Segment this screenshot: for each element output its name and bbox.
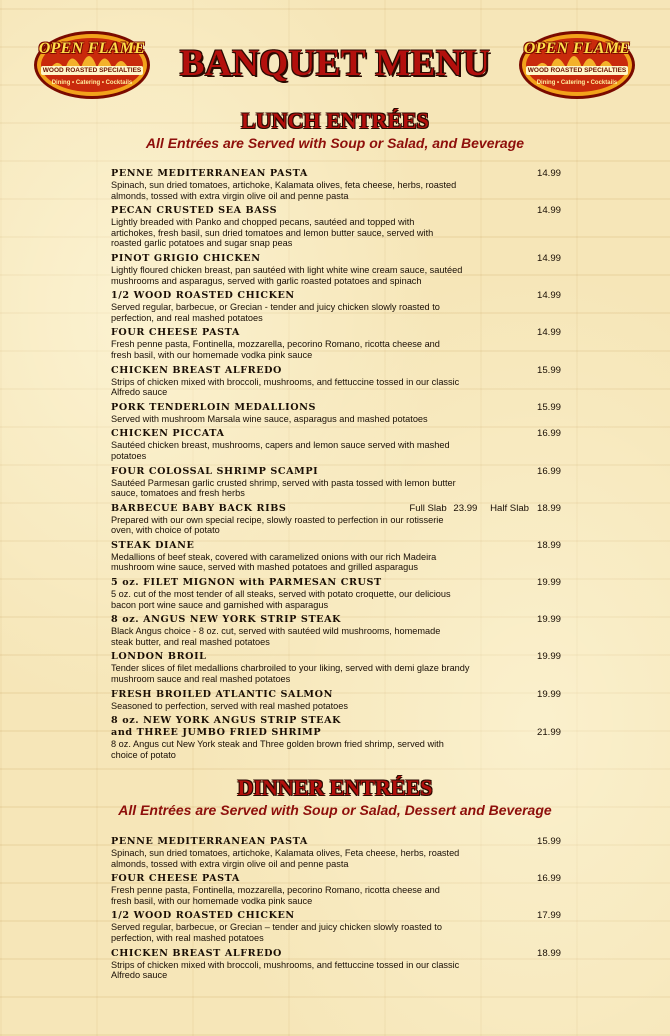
item-description: Sautéed Parmesan garlic crusted shrimp, served with pasta tossed with lemon butter sauce, tomatoes and fresh herbs	[111, 477, 456, 499]
item-description: Lightly floured chicken breast, pan sautéed with light white wine cream sauce, sautéed mushrooms and asparagus, served with garlic roasted potatoes and spinach	[111, 264, 463, 286]
item-price: 19.99	[536, 614, 561, 626]
item-name: BARBECUE BABY BACK RIBS	[111, 502, 287, 514]
logo-tagline: WOOD ROASTED SPECIALTIES	[42, 67, 142, 74]
menu-item	[111, 910, 561, 943]
item-description: Fresh penne pasta, Fontinella, mozzarella, pecorino Romano, ricotta cheese and fresh basil, with our homemade vodka pink sauce	[111, 339, 440, 360]
item-name: PECAN CRUSTED SEA BASS	[111, 205, 278, 217]
full-slab-label: Full Slab	[409, 502, 447, 514]
item-price: 19.99	[536, 688, 561, 700]
item-description: Spinach, sun dried tomatoes, artichoke, Kalamata olives, Feta cheese, herbs, roasted almonds, tossed with extra virgin olive oil and penne pasta	[111, 848, 460, 869]
item-description: Fresh penne pasta, Fontinella, mozzarella, pecorino Romano, ricotta cheese and fresh basil, with our homemade vodka pink sauce	[111, 885, 440, 906]
item-price: 21.99	[536, 727, 561, 739]
menu-item	[111, 168, 561, 201]
item-price: 18.99	[536, 502, 561, 514]
logo-title: OPEN FLAME	[38, 40, 146, 57]
item-description: Strips of chicken mixed with broccoli, mushrooms, and fettuccine tossed in our classic Alfredo sauce	[111, 376, 460, 398]
item-name: PORK TENDERLOIN MEDALLIONS	[111, 401, 317, 413]
full-slab-price: 23.99	[453, 502, 478, 514]
menu-item	[111, 540, 561, 573]
item-price: 19.99	[536, 651, 561, 663]
menu-item	[111, 428, 561, 461]
item-description: Prepared with our own special recipe, slowly roasted to perfection in our rotisserie oven, with choice of potato	[111, 514, 444, 536]
item-name-line2: and THREE JUMBO FRIED SHRIMP	[111, 727, 322, 739]
item-description: Sautéed chicken breast, mushrooms, capers and lemon sauce served with mashed potatoes	[111, 440, 450, 461]
menu-item	[111, 402, 561, 425]
menu-item	[111, 503, 561, 536]
item-name: FRESH BROILED ATLANTIC SALMON	[111, 688, 333, 700]
dinner-menu-list	[111, 836, 561, 985]
logo-services: Dining • Catering • Cocktails	[536, 80, 618, 86]
item-name: 8 oz. NEW YORK ANGUS STRIP STEAK	[111, 715, 342, 727]
lunch-heading: LUNCH ENTRÉES	[241, 108, 429, 133]
menu-item	[111, 577, 561, 610]
item-name: CHICKEN BREAST ALFREDO	[111, 364, 282, 376]
item-description: Served with mushroom Marsala wine sauce, asparagus and mashed potatoes	[111, 413, 428, 424]
item-price: 19.99	[536, 577, 561, 589]
item-price: 18.99	[536, 539, 561, 551]
item-description: Seasoned to perfection, served with real mashed potatoes	[111, 700, 348, 711]
logo-title: OPEN FLAME	[523, 40, 631, 57]
logo-right	[518, 30, 636, 100]
item-description: Black Angus choice - 8 oz. cut, served with sautéed wild mushrooms, homemade steak butter, and real mashed potatoes	[111, 626, 441, 647]
menu-item	[111, 205, 561, 249]
menu-item	[111, 715, 561, 760]
item-description: 8 oz. Angus cut New York steak and Three golden brown fried shrimp, served with choice of potato	[111, 739, 444, 760]
item-price: 18.99	[536, 947, 561, 959]
menu-item	[111, 466, 561, 499]
menu-item	[111, 836, 561, 869]
item-price: 17.99	[536, 910, 561, 922]
item-description: Strips of chicken mixed with broccoli, mushrooms, and fettuccine tossed in our classic Alfredo sauce	[111, 959, 460, 981]
item-name: STEAK DIANE	[111, 539, 195, 551]
item-price: 14.99	[536, 327, 561, 339]
item-description: Spinach, sun dried tomatoes, artichoke, Kalamata olives, feta cheese, herbs, roasted almonds, tossed with extra virgin olive oil and penne pasta	[111, 180, 457, 201]
item-name: FOUR CHEESE PASTA	[111, 327, 240, 339]
menu-item	[111, 290, 561, 323]
logo-left	[33, 30, 151, 100]
item-description: Served regular, barbecue, or Grecian - tender and juicy chicken slowly roasted to perfection, and real mashed potatoes	[111, 302, 440, 323]
item-name: PINOT GRIGIO CHICKEN	[111, 252, 261, 264]
item-name: FOUR COLOSSAL SHRIMP SCAMPI	[111, 465, 319, 477]
item-description: Medallions of beef steak, covered with caramelized onions with our rich Madeira mushroom wine sauce, served with mashed potatoes and grilled asparagus	[111, 551, 437, 573]
item-description: Tender slices of filet medallions charbroiled to your liking, served with demi glaze brandy mushroom sauce and real mashed potatoes	[111, 663, 470, 685]
menu-item	[111, 689, 561, 712]
item-price: 16.99	[536, 465, 561, 477]
logo-services: Dining • Catering • Cocktails	[51, 80, 133, 86]
item-description: 5 oz. cut of the most tender of all steaks, served with potato croquette, our delicious bacon port wine sauce and garnished with asparagus	[111, 589, 451, 610]
page-title: BANQUET MENU	[179, 43, 491, 84]
dinner-note: All Entrées are Served with Soup or Salad, Dessert and Beverage	[118, 802, 552, 818]
item-price: 15.99	[536, 836, 561, 847]
logo-tagline: WOOD ROASTED SPECIALTIES	[527, 67, 627, 74]
lunch-menu-list	[111, 168, 561, 764]
dinner-heading: DINNER ENTRÉES	[237, 775, 433, 800]
item-description: Served regular, barbecue, or Grecian – tender and juicy chicken slowly roasted to perfection, with real mashed potatoes	[111, 922, 442, 943]
menu-item	[111, 873, 561, 906]
item-price: 16.99	[536, 428, 561, 440]
item-name: PENNE MEDITERRANEAN PASTA	[111, 836, 308, 847]
item-description: Lightly breaded with Panko and chopped pecans, sautéed and topped with artichokes, fresh basil, sun dried tomatoes and lemon butter sauce, served with roasted garlic potatoes and sugar snap peas	[111, 217, 434, 249]
item-name: FOUR CHEESE PASTA	[111, 873, 240, 885]
menu-item	[111, 253, 561, 286]
item-name: 1/2 WOOD ROASTED CHICKEN	[111, 910, 295, 922]
item-price: 14.99	[536, 168, 561, 179]
item-name: 8 oz. ANGUS NEW YORK STRIP STEAK	[111, 614, 342, 626]
item-price: 14.99	[536, 290, 561, 302]
item-price: 15.99	[536, 364, 561, 376]
menu-item	[111, 365, 561, 398]
item-name: CHICKEN PICCATA	[111, 428, 225, 440]
item-price: 15.99	[536, 401, 561, 413]
slab-prices	[405, 503, 529, 515]
menu-item	[111, 651, 561, 684]
item-price: 14.99	[536, 252, 561, 264]
item-name: 5 oz. FILET MIGNON with PARMESAN CRUST	[111, 577, 382, 589]
half-slab-label: Half Slab	[490, 502, 529, 514]
item-price: 16.99	[536, 873, 561, 885]
item-price: 14.99	[536, 205, 561, 217]
menu-item	[111, 948, 561, 981]
menu-item	[111, 614, 561, 647]
item-name: CHICKEN BREAST ALFREDO	[111, 947, 282, 959]
item-name: LONDON BROIL	[111, 651, 207, 663]
lunch-note: All Entrées are Served with Soup or Salad, and Beverage	[145, 135, 525, 151]
item-name: PENNE MEDITERRANEAN PASTA	[111, 168, 308, 179]
item-name: 1/2 WOOD ROASTED CHICKEN	[111, 290, 295, 302]
menu-item	[111, 327, 561, 360]
